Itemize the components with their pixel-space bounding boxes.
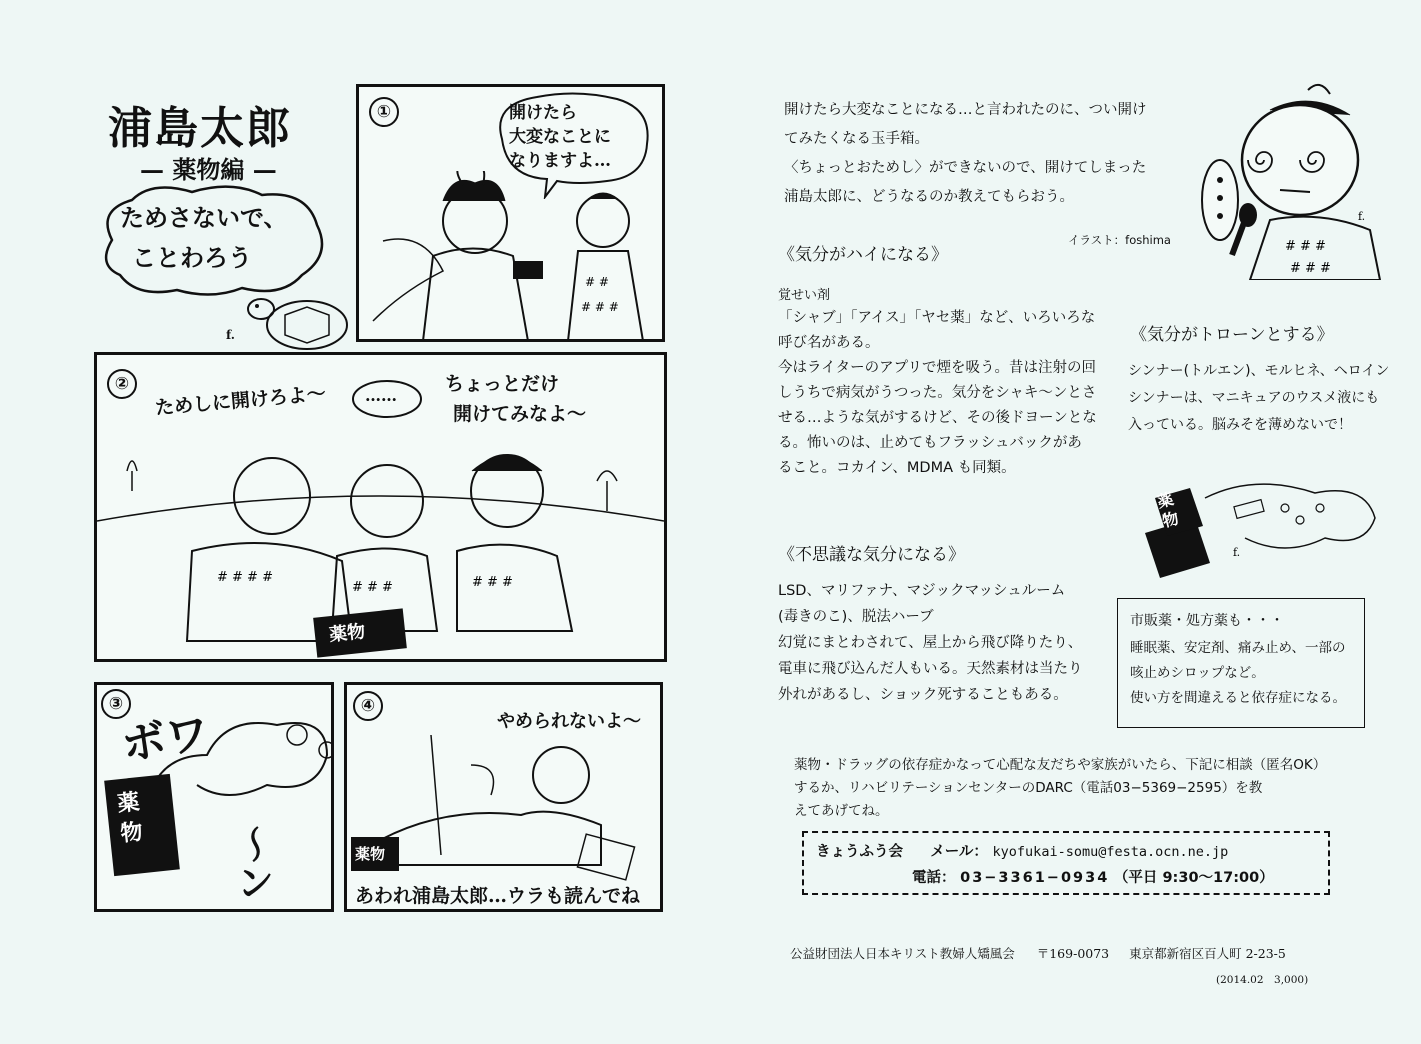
- contact-phone-label: 電話：: [912, 870, 956, 886]
- contact-mail-label: メール：: [930, 844, 988, 860]
- contact-org: きょうふう会: [816, 844, 903, 860]
- high-heading: 《気分がハイになる》: [778, 245, 948, 265]
- illustrator-credit: イラスト：foshima: [1068, 233, 1171, 247]
- svg-text:# # #: # # #: [581, 300, 619, 314]
- panel-number-1: ①: [369, 97, 399, 127]
- high-subheading: 覚せい剤: [778, 288, 831, 303]
- footer-line: [790, 944, 1286, 962]
- svg-text:# # #: # # #: [472, 575, 513, 590]
- strange-heading: 《不思議な気分になる》: [778, 545, 965, 565]
- comic-subtitle: — 薬物編 —: [140, 155, 277, 184]
- comic-panel-3: [94, 682, 334, 912]
- contact-phone[interactable]: 03−3361−0934: [960, 870, 1110, 886]
- slogan-line-2: ことわろう: [132, 243, 252, 272]
- comic-title: 浦島太郎: [108, 103, 292, 154]
- svg-text:# # #: # # #: [1285, 239, 1326, 254]
- slogan-line-1: ためさないで、: [120, 203, 288, 232]
- svg-text:# #: # #: [585, 275, 609, 289]
- left-signature: f.: [226, 328, 235, 342]
- drug-box-label-3: 薬物: [116, 788, 144, 847]
- sfx-n: 〜ン: [230, 825, 275, 901]
- turtle-illustration: [245, 285, 355, 355]
- drug-box-label-4: 薬物: [355, 845, 386, 863]
- footer-address: 東京都新宿区百人町 2-23-5: [1129, 946, 1286, 961]
- comic-panel-4: [344, 682, 663, 912]
- trone-body: シンナー(トルエン)、モルヒネ、ヘロイン シンナーは、マニキュアのウスメ液にも 入っている。脳みそを薄めないで！: [1128, 363, 1390, 433]
- speech-text-2-left: ためしに開けろよ〜: [154, 382, 327, 420]
- contact-line-2: [912, 866, 1274, 887]
- panel-number-2: ②: [107, 369, 137, 399]
- speech-text-2-mid: ……: [365, 386, 397, 405]
- high-body: 「シャブ」「アイス」「ヤセ薬」など、いろいろな 呼び名がある。 今はライターのアプリで煙を吸う。昔は注射の回 しうちで病気がうつった。気分をシャキ〜ンとさ せる…ような気がするけど、その後ドヨーンとな る。怖いのは、止めてもフラッシュバックがあ ること。コカイン、MDMA も同類。: [778, 310, 1097, 476]
- otc-body: 睡眠薬、安定剤、痛み止め、一部の 咳止めシロップなど。 使い方を間違えると依存症になる。: [1130, 640, 1346, 706]
- reporter-taro-illustration: [1190, 80, 1390, 280]
- footer-edition: (2014.02 3,000): [1216, 974, 1309, 986]
- speech-text-1: 開けたら 大変なことに なりますよ…: [509, 103, 611, 171]
- panel-4-caption: あわれ浦島太郎…ウラも読んでね: [355, 885, 641, 907]
- svg-text:# # #: # # #: [1290, 261, 1331, 276]
- consult-text: 薬物・ドラッグの依存症かなって心配な友だちや家族がいたら、下記に相談（匿名OK） するか、リハビリテーションセンターのDARC（電話03−5369−2595）を教 えてあげてね。: [794, 757, 1327, 819]
- drug-box-label-2: 薬物: [328, 621, 367, 646]
- footer-org: 公益財団法人日本キリスト教婦人矯風会: [790, 946, 1015, 961]
- panel-number-3: ③: [101, 689, 131, 719]
- svg-text:f.: f.: [1358, 210, 1366, 223]
- comic-panel-1: [356, 84, 665, 342]
- svg-text:f.: f.: [1233, 546, 1241, 559]
- speech-text-4: やめられないよ〜: [497, 711, 641, 732]
- contact-line-1: [816, 840, 1228, 861]
- comic-panel-2: [94, 352, 667, 662]
- footer-postal: 〒169-0073: [1036, 946, 1110, 961]
- panel-number-4: ④: [353, 691, 383, 721]
- speech-text-2-right: ちょっとだけ 開けてみなよ〜: [445, 373, 587, 425]
- svg-text:# # #: # # #: [352, 580, 393, 595]
- princess-and-taro-illustration: [363, 171, 663, 341]
- slogan-text: [120, 198, 288, 278]
- svg-text:# # # #: # # # #: [217, 570, 273, 585]
- contact-hours: （平日 9:30〜17:00）: [1113, 870, 1274, 886]
- intro-text: 開けたら大変なことになる…と言われたのに、つい開け てみたくなる玉手箱。 〈ちょっとおためし〉ができないので、開けてしまった 浦島太郎に、どうなるのか教えてもらおう。: [784, 102, 1147, 205]
- otc-heading: 市販薬・処方薬も・・・: [1130, 613, 1284, 629]
- trone-heading: 《気分がトローンとする》: [1130, 325, 1334, 345]
- sfx-bowa: ボワ: [118, 708, 213, 771]
- contact-email[interactable]: kyofukai-somu@festa.ocn.ne.jp: [992, 844, 1229, 860]
- drug-box-label-right: 薬物: [1155, 489, 1181, 531]
- strange-body: LSD、マリファナ、マジックマッシュルーム (毒きのこ)、脱法ハーブ 幻覚にまとわされて、屋上から飛び降りたり、 電車に飛び込んだ人もいる。天然素材は当たり 外れがあるし、ショック死することもある。: [778, 583, 1083, 703]
